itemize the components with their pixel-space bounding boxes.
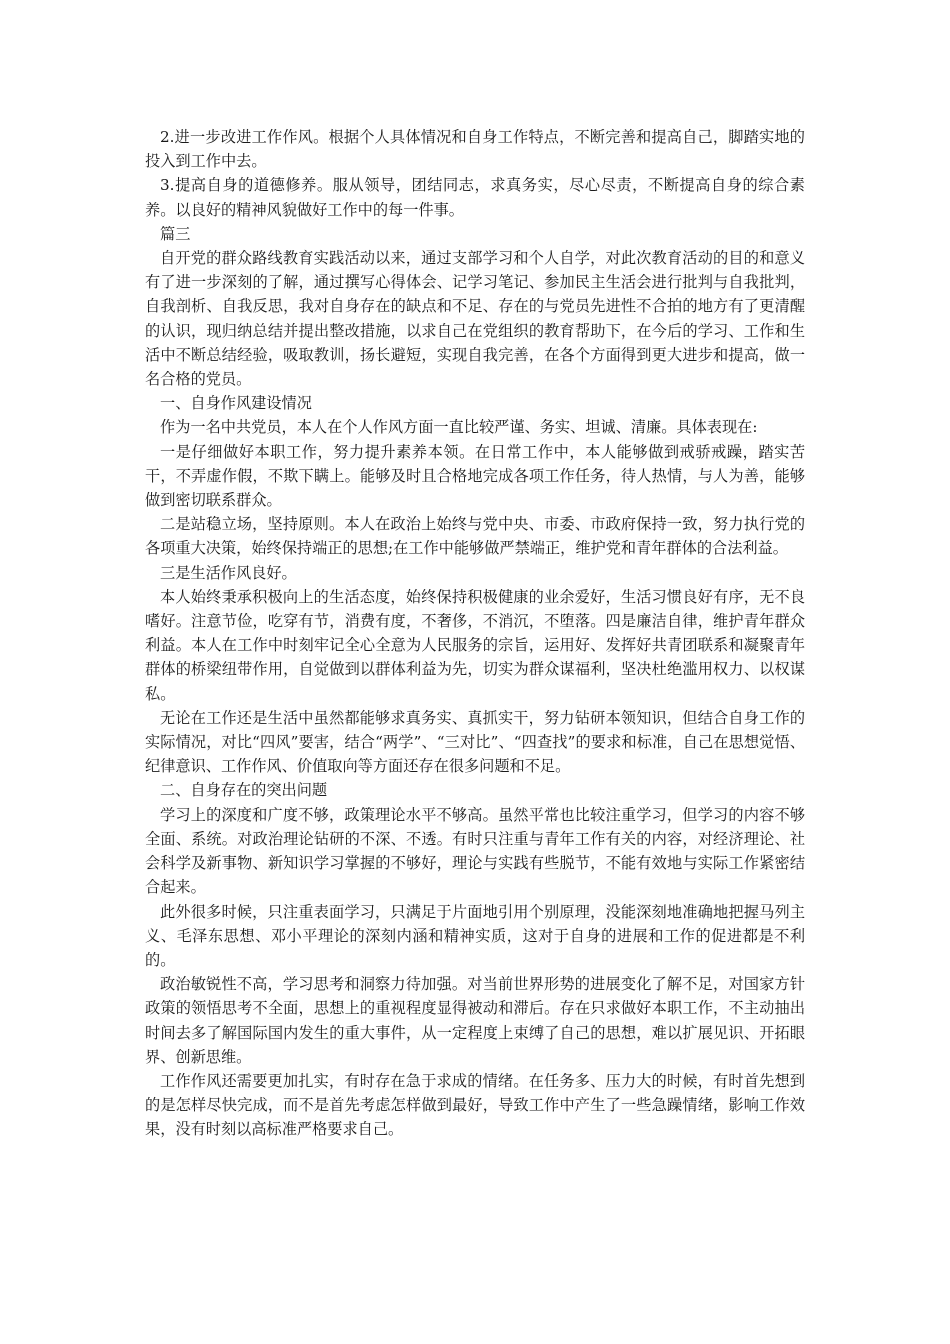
paragraph-style-overview: 作为一名中共党员，本人在个人作风方面一直比较严谨、务实、坦诚、清廉。具体表现在: [160, 418, 758, 437]
paragraph-point-two: 二是站稳立场，坚持原则。本人在政治上始终与党中央、市委、市政府保持一致，努力执行党的各项重大决策，始终保持端正的思想;在工作中能够做严禁端正，维护党和青年群体的合法利益。 [145, 515, 805, 558]
paragraph-moral-cultivation: 3.提高自身的道德修养。服从领导，团结同志，求真务实，尽心尽责，不断提高自身的综合素养。以良好的精神风貌做好工作中的每一件事。 [145, 176, 805, 219]
section-heading-style-construction: 一、自身作风建设情况 [160, 394, 312, 413]
document-body [145, 125, 805, 1142]
paragraph-introduction: 自开党的群众路线教育实践活动以来，通过支部学习和个人自学，对此次教育活动的目的和意义有了进一步深刻的了解，通过撰写心得体会、记学习笔记、参加民主生活会进行批判与自我批判，自我剖析、自我反思，我对自身存在的缺点和不足、存在的与党员先进性不合拍的地方有了更清醒的认识，现归纳总结并提出整改措施，以求自己在党组织的教育帮助下，在今后的学习、工作和生活中不断总结经验，吸取教训，扬长避短，实现自我完善，在各个方面得到更大进步和提高，做一名合格的党员。 [145, 249, 805, 389]
paragraph-life-attitude: 本人始终秉承积极向上的生活态度，始终保持积极健康的业余爱好，生活习惯良好有序，无不良嗜好。注意节俭，吃穿有节，消费有度，不奢侈，不消沉，不堕落。四是廉洁自律，维护青年群众利益。本人在工作中时刻牢记全心全意为人民服务的宗旨，运用好、发挥好共青团联系和凝聚青年群体的桥梁纽带作用，自觉做到以群体利益为先，切实为群众谋福利，坚决杜绝滥用权力、以权谋私。 [145, 587, 805, 703]
paragraph-surface-study: 此外很多时候，只注重表面学习，只满足于片面地引用个别原理，没能深刻地准确地把握马列主义、毛泽东思想、邓小平理论的深刻内涵和精神实质，这对于自身的进展和工作的促进都是不利的。 [145, 902, 805, 969]
paragraph-political-sensitivity: 政治敏锐性不高，学习思考和洞察力待加强。对当前世界形势的进展变化了解不足，对国家方针政策的领悟思考不全面，思想上的重视程度显得被动和滞后。存在只求做好本职工作，不主动抽出时间去多了解国际国内发生的重大事件，从一定程度上束缚了自己的思想，难以扩展见识、开拓眼界、创新思维。 [145, 975, 805, 1066]
paragraph-work-style-solidity: 工作作风还需要更加扎实，有时存在急于求成的情绪。在任务多、压力大的时候，有时首先想到的是怎样尽快完成，而不是首先考虑怎样做到最好，导致工作中产生了一些急躁情绪，影响工作效果，没有时刻以高标准严格要求自己。 [145, 1071, 805, 1139]
section-heading-prominent-problems: 二、自身存在的突出问题 [160, 781, 328, 800]
paragraph-improve-work-style: 2.进一步改进工作作风。根据个人具体情况和自身工作特点，不断完善和提高自己，脚踏实地的投入到工作中去。 [145, 128, 805, 171]
paragraph-shortcomings-summary: 无论在工作还是生活中虽然都能够求真务实、真抓实干，努力钻研本领知识，但结合自身工作的实际情况，对比“四风”要害，结合“两学”、“三对比”、“四查找”的要求和标准，自己在思想觉悟、纪律意识、工作作风、价值取向等方面还存在很多问题和不足。 [145, 708, 805, 776]
paragraph-point-one: 一是仔细做好本职工作，努力提升素养本领。在日常工作中，本人能够做到戒骄戒躁，踏实苦干，不弄虚作假，不欺下瞒上。能够及时且合格地完成各项工作任务，待人热情，与人为善，能够做到密切联系群众。 [145, 442, 805, 510]
paragraph-point-three-heading: 三是生活作风良好。 [160, 563, 297, 582]
paragraph-study-depth: 学习上的深度和广度不够，政策理论水平不够高。虽然平常也比较注重学习，但学习的内容不够全面、系统。对政治理论钻研的不深、不透。有时只注重与青年工作有关的内容，对经济理论、社会科学及新事物、新知识学习掌握的不够好，理论与实践有些脱节，不能有效地与实际工作紧密结合起来。 [145, 805, 805, 897]
section-heading-part-three: 篇三 [160, 224, 191, 243]
